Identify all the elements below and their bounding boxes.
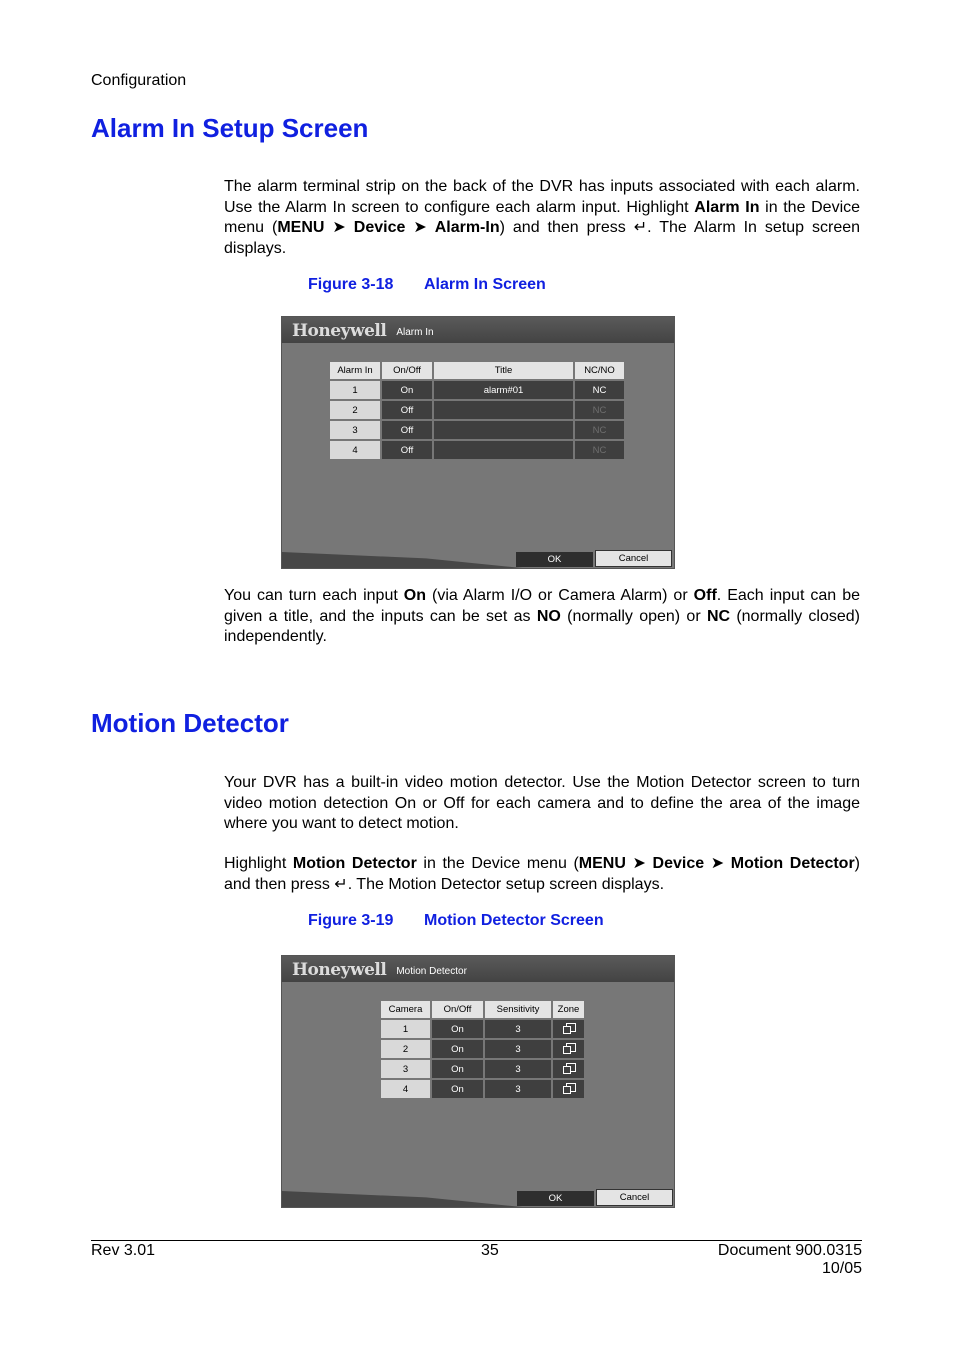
on-off-cell[interactable]: On xyxy=(432,1060,483,1078)
sensitivity-cell[interactable]: 3 xyxy=(485,1060,551,1078)
cancel-button[interactable]: Cancel xyxy=(595,550,672,567)
title-cell[interactable] xyxy=(434,421,573,439)
column-header: Alarm In xyxy=(330,362,380,379)
column-header: Sensitivity xyxy=(485,1001,551,1018)
zone-icon[interactable] xyxy=(563,1043,575,1053)
cancel-button[interactable]: Cancel xyxy=(596,1189,673,1206)
arrow-icon: ➤ xyxy=(710,855,725,872)
table-row[interactable] xyxy=(381,1080,584,1098)
arrow-icon: ➤ xyxy=(413,219,427,236)
motion-detector-screen xyxy=(281,955,675,1208)
column-header: NC/NO xyxy=(575,362,624,379)
document-number: Document 900.0315 xyxy=(717,1242,862,1259)
zone-icon[interactable] xyxy=(563,1063,575,1073)
document-date: 10/05 xyxy=(821,1260,862,1277)
revision-label: Rev 3.01 xyxy=(91,1242,156,1259)
nc-no-cell[interactable]: NC xyxy=(575,381,624,399)
table-row[interactable] xyxy=(330,401,624,419)
on-off-cell[interactable]: Off xyxy=(382,401,432,419)
screen-footer xyxy=(282,550,674,568)
motion-detector-table xyxy=(379,999,586,1100)
table-row[interactable] xyxy=(381,1040,584,1058)
arrow-icon: ➤ xyxy=(632,855,646,872)
alarm-in-intro: The alarm terminal strip on the back of the DVR has inputs associated with each alarm. Use the Alarm In screen to configure each alarm input. Highlight Alarm In in the Device menu (MENU ➤ Device ➤ Alarm-In) and then press ↵. The Alarm In setup screen displays. xyxy=(224,178,861,257)
on-off-cell[interactable]: Off xyxy=(382,421,432,439)
camera-number: 4 xyxy=(381,1080,430,1098)
motion-detector-instructions: Highlight Motion Detector in the Device menu (MENU ➤ Device ➤ Motion Detector) and then press ↵. The Motion Detector setup screen displays. xyxy=(224,855,860,893)
title-cell[interactable]: alarm#01 xyxy=(434,381,573,399)
on-off-cell[interactable]: On xyxy=(432,1080,483,1098)
screen-title: Alarm In xyxy=(396,327,434,338)
zone-cell[interactable] xyxy=(553,1080,584,1098)
document-info xyxy=(718,1242,862,1278)
enter-key-icon: ↵ xyxy=(334,875,348,893)
sensitivity-cell[interactable]: 3 xyxy=(485,1020,551,1038)
nc-no-cell[interactable]: NC xyxy=(575,441,624,459)
screen-header xyxy=(282,956,674,982)
ok-button[interactable]: OK xyxy=(516,552,593,567)
footer-bar xyxy=(282,552,522,568)
ok-button[interactable]: OK xyxy=(517,1191,594,1206)
zone-cell[interactable] xyxy=(553,1060,584,1078)
figure-caption: Figure 3-19 Motion Detector Screen xyxy=(308,912,604,929)
camera-number: 1 xyxy=(381,1020,430,1038)
page-number: 35 xyxy=(481,1242,499,1259)
column-header: On/Off xyxy=(382,362,432,379)
table-row[interactable] xyxy=(381,1060,584,1078)
zone-icon[interactable] xyxy=(563,1083,575,1093)
alarm-in-description: You can turn each input On (via Alarm I/O or Camera Alarm) or Off. Each input can be given a title, and the inputs can be set as NO (normally open) or NC (normally closed) independently. xyxy=(224,587,861,645)
motion-detector-heading: Motion Detector xyxy=(91,708,289,738)
alarm-in-screen xyxy=(281,316,675,569)
on-off-cell[interactable]: On xyxy=(432,1040,483,1058)
alarm-in-heading: Alarm In Setup Screen xyxy=(91,113,369,143)
sensitivity-cell[interactable]: 3 xyxy=(485,1040,551,1058)
column-header: On/Off xyxy=(432,1001,483,1018)
enter-key-icon: ↵ xyxy=(633,219,648,236)
zone-icon[interactable] xyxy=(563,1023,575,1033)
on-off-cell[interactable]: On xyxy=(432,1020,483,1038)
sensitivity-cell[interactable]: 3 xyxy=(485,1080,551,1098)
zone-cell[interactable] xyxy=(553,1020,584,1038)
screen-footer xyxy=(282,1189,674,1207)
figure-caption: Figure 3-18 Alarm In Screen xyxy=(308,276,546,293)
table-row[interactable] xyxy=(330,381,624,399)
nc-no-cell[interactable]: NC xyxy=(575,421,624,439)
column-header: Title xyxy=(434,362,573,379)
on-off-cell[interactable]: Off xyxy=(382,441,432,459)
zone-cell[interactable] xyxy=(553,1040,584,1058)
alarm-number: 4 xyxy=(330,441,380,459)
column-header: Camera xyxy=(381,1001,430,1018)
screen-header xyxy=(282,317,674,343)
table-row[interactable] xyxy=(330,421,624,439)
title-cell[interactable] xyxy=(434,401,573,419)
motion-detector-intro: Your DVR has a built-in video motion detector. Use the Motion Detector screen to turn video motion detection On or Off for each camera and to define the area of the image where you want to detect motion. xyxy=(224,774,860,832)
footer-bar xyxy=(282,1191,522,1207)
camera-number: 3 xyxy=(381,1060,430,1078)
section-label: Configuration xyxy=(91,72,187,89)
arrow-icon: ➤ xyxy=(332,219,346,236)
alarm-number: 1 xyxy=(330,381,380,399)
alarm-number: 3 xyxy=(330,421,380,439)
alarm-in-table xyxy=(328,360,626,461)
camera-number: 2 xyxy=(381,1040,430,1058)
screen-title: Motion Detector xyxy=(396,966,467,977)
footer-divider xyxy=(91,1240,862,1241)
title-cell[interactable] xyxy=(434,441,573,459)
table-row[interactable] xyxy=(381,1020,584,1038)
on-off-cell[interactable]: On xyxy=(382,381,432,399)
column-header: Zone xyxy=(553,1001,584,1018)
honeywell-logo: Honeywell xyxy=(292,321,387,341)
alarm-number: 2 xyxy=(330,401,380,419)
honeywell-logo: Honeywell xyxy=(292,960,387,980)
table-row[interactable] xyxy=(330,441,624,459)
nc-no-cell[interactable]: NC xyxy=(575,401,624,419)
